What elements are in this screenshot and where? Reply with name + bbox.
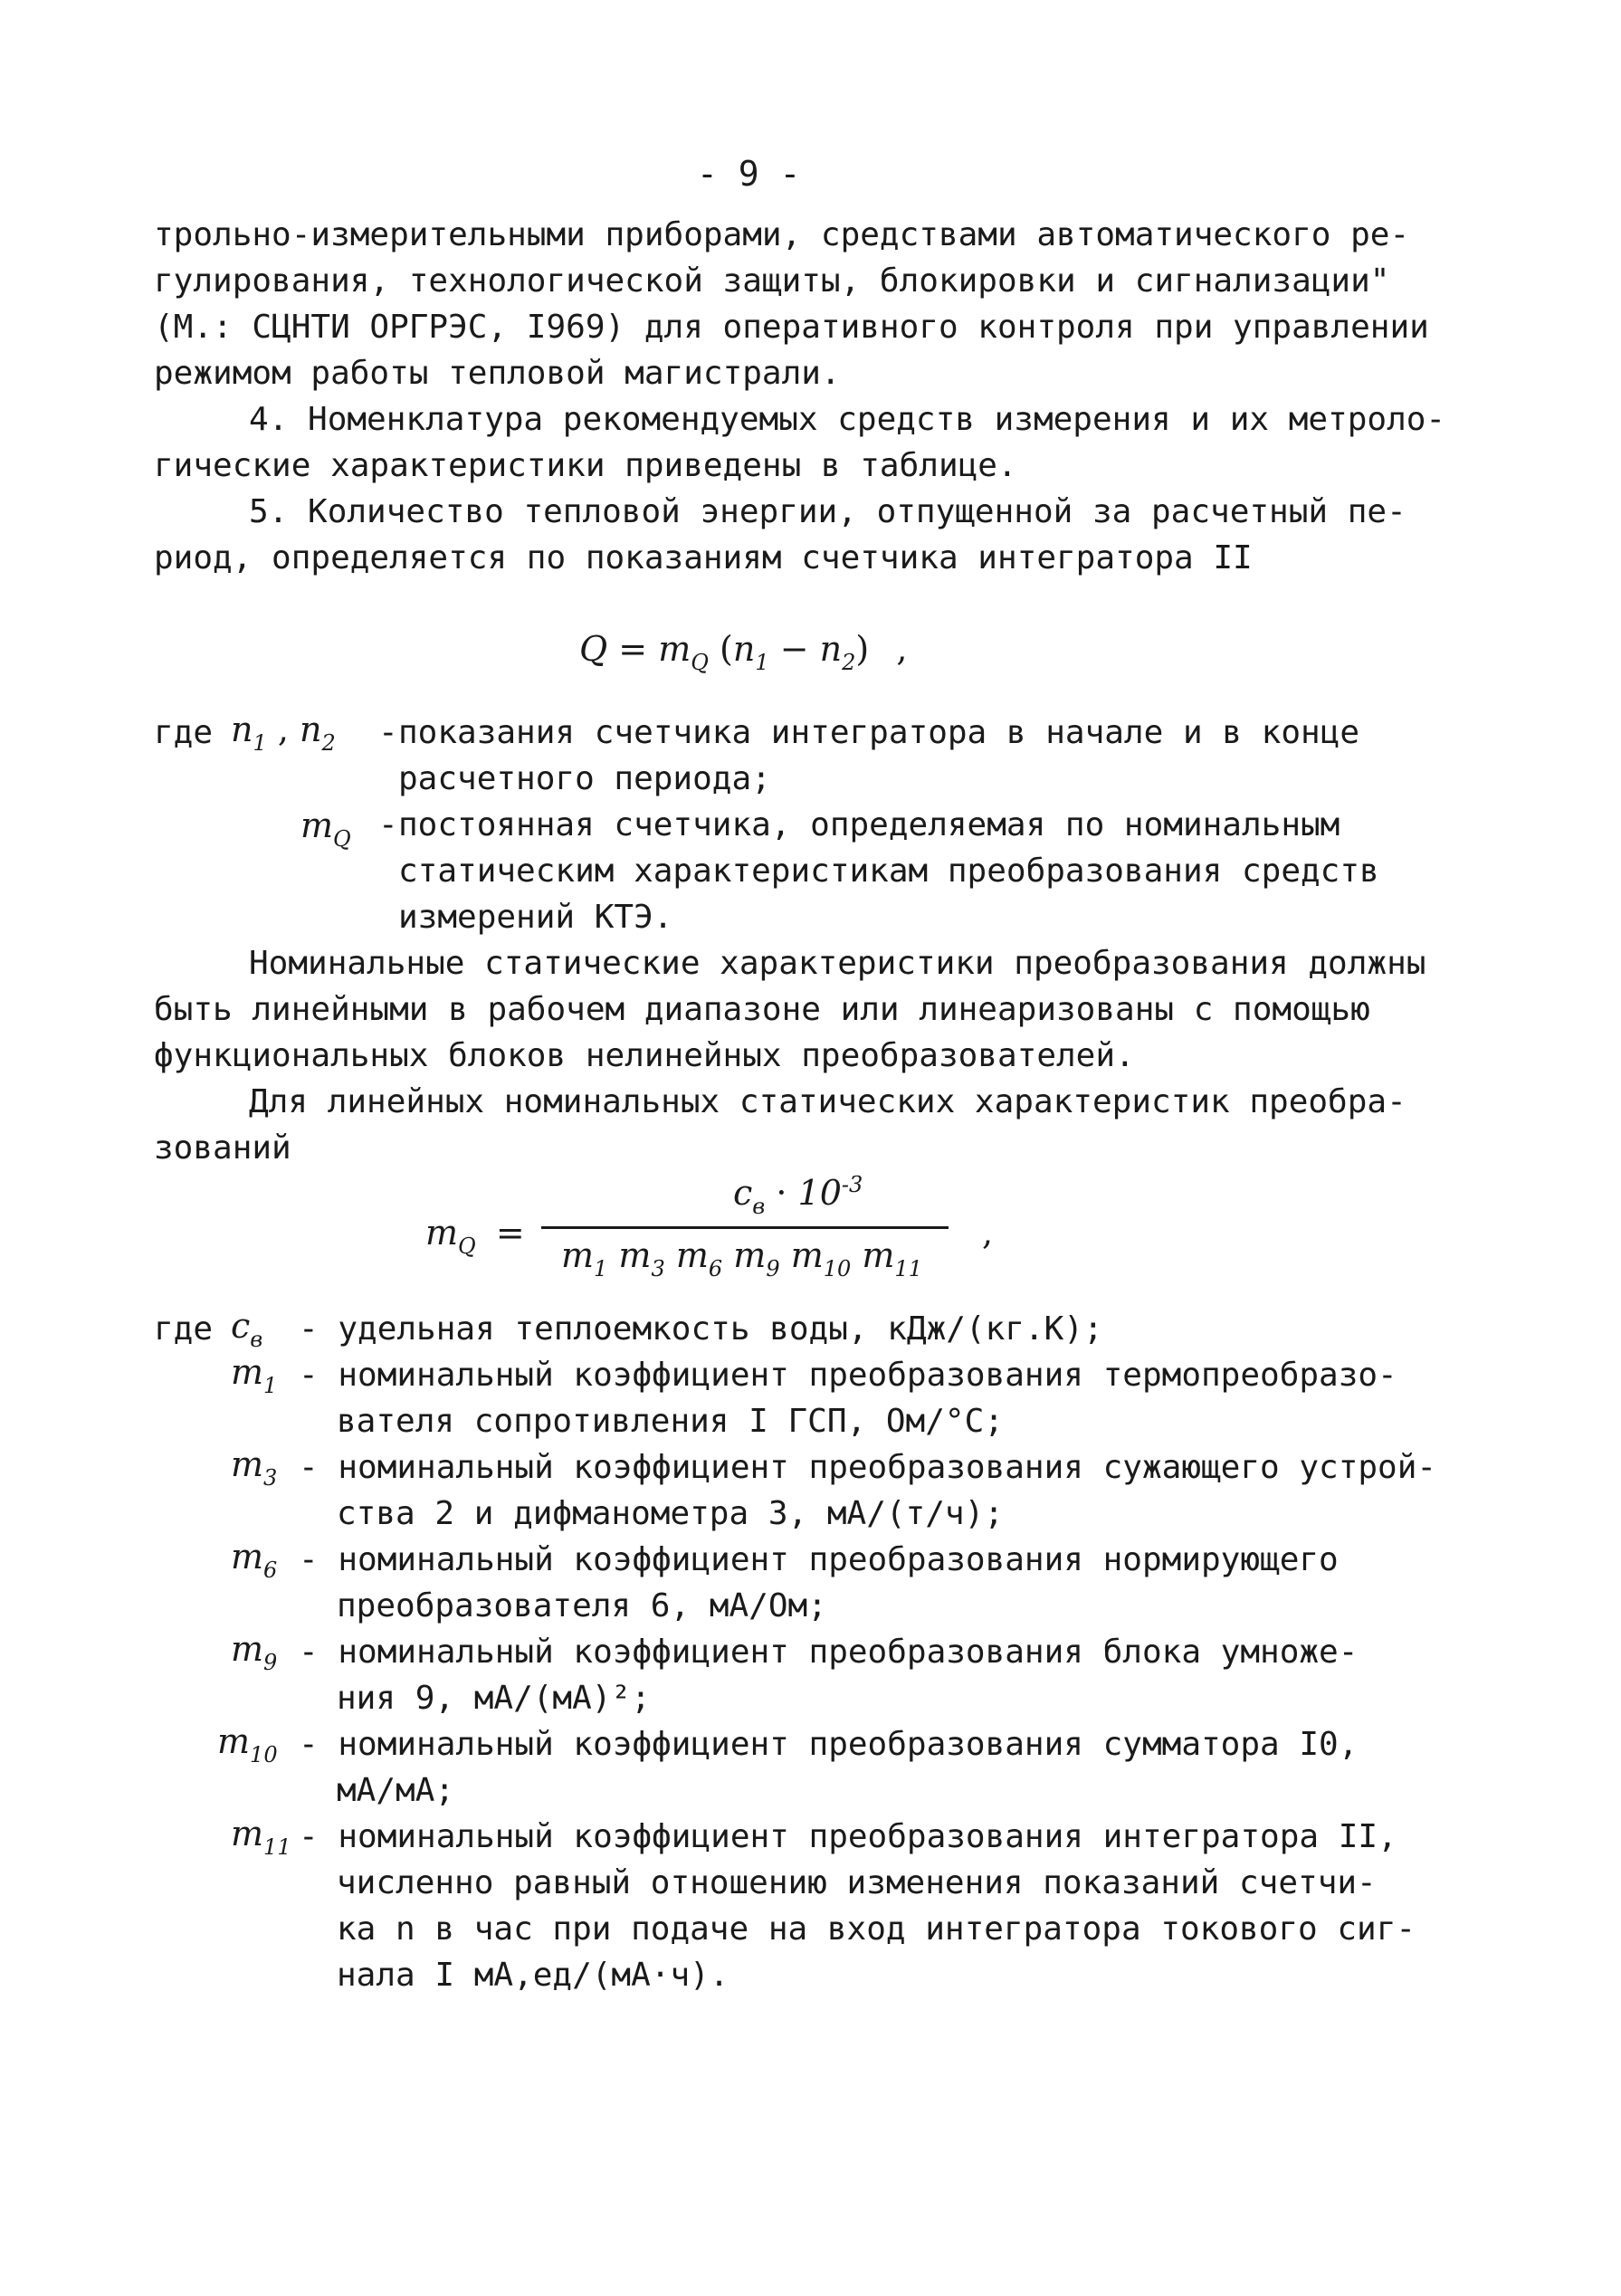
symbol-m1: $m_1$ xyxy=(231,1352,278,1398)
item4-line-2: гические характеристики приведены в таблице. xyxy=(154,447,1017,484)
formula-heat-quantity: $Q = m_Q$ $(n_1 - n_2)$ , xyxy=(579,629,908,675)
para1-line-1: трольно-измерительными приборами, средствами автоматического ре- xyxy=(154,216,1410,253)
def-m6-line-2: преобразователя 6, мА/Ом; xyxy=(337,1587,827,1624)
formula2-numerator: $c_в \cdot 10^{-3}$ xyxy=(733,1172,863,1219)
def-n1n2-line-2: расчетного периода; xyxy=(398,760,771,797)
symbol-m3: $m_3$ xyxy=(231,1444,278,1491)
where-label-2: где xyxy=(154,1310,214,1348)
where-label-1: где xyxy=(154,714,214,751)
formula2-lhs: $m_Q$ = xyxy=(425,1213,525,1259)
item4-line-1: 4. Номенклатура рекомендуемых средств измерения и их метроло- xyxy=(249,401,1446,438)
item5-line-2: риод, определяется по показаниям счетчика интегратора II xyxy=(154,539,1253,576)
document-page: - 9 - трольно-измерительными приборами, средствами автоматического ре- гулирования, технологической защиты, блокировки и сигнализации" (М.: СЦНТИ ОРГРЭС, I969) для оперативного контроля при управлении режимом работы тепловой магистрали. 4. Номенклатура рекомендуемых средств измерения и их метроло- гические характеристики приведены в таблице. 5. Количество тепловой энергии, отпущенной за расчетный пе- риод, определяется по показаниям счетчика интегратора II $Q = m_Q$ $(n_1 - n_2)$ , где $n_1$ , $n_2$ - показания счетчика интегратора в начале и в конце расчетного периода; $m_Q$ - постоянная счетчика, определяемая по номинальным статическим характеристикам преобразования средств измерений КТЭ. Номинальные статические характеристики преобразования должны быть линейными в рабочем диапазоне или линеаризованы с помощью функциональных блоков нелинейных преобразователей. Для линейных номинальных статических характеристик преобра- зований $m_Q$ = $c_в \cdot 10^{-3}$ $m_1$ $m_3$ $m_6$ $m_9$ $m_{10}$ $m_{11}$ , где $c_в$ - удельная теплоемкость воды, кДж/(кг.К); $m_1$ - номинальный коэффициент преобразования термопреобразо- вателя сопротивления I ГСП, Ом/°С; $m_3$ - номинальный коэффициент преобразования сужающего устрой- ства 2 и дифманометра 3, мА/(т/ч); $m_6$ - номинальный коэффициент преобразования нормирующего преобразователя 6, мА/Ом; $m_9$ - номинальный коэффициент преобразования блока умноже- ния 9, мА/(мА)²; $m_{10}$ - номинальный коэффициент преобразования сумматора I0, мА/мА; $m_{11}$ - номинальный коэффициент преобразования интегратора II, численно равный отношению изменения показаний счетчи- ка n в час при подаче на вход интегратора токового сиг- нала I мА,ед/(мА·ч). xyxy=(0,0,1621,2296)
symbol-m9: $m_9$ xyxy=(231,1629,278,1675)
def-m11-line-1: - номинальный коэффициент преобразования интегратора II, xyxy=(299,1818,1397,1855)
para2-line-3: функциональных блоков нелинейных преобразователей. xyxy=(154,1037,1135,1074)
def-cv-line-1: - удельная теплоемкость воды, кДж/(кг.К); xyxy=(299,1310,1103,1348)
def-m11-line-2: численно равный отношению изменения показаний счетчи- xyxy=(337,1864,1377,1901)
def-m3-line-1: - номинальный коэффициент преобразования сужающего устрой- xyxy=(299,1449,1437,1486)
para2-line-2: быть линейными в рабочем диапазоне или линеаризованы с помощью xyxy=(154,991,1370,1028)
symbol-m6: $m_6$ xyxy=(231,1537,278,1583)
symbol-m11: $m_{11}$ xyxy=(231,1814,291,1860)
para1-line-4: режимом работы тепловой магистрали. xyxy=(154,355,841,392)
page-number: - 9 - xyxy=(697,154,801,194)
formula2-comma: , xyxy=(982,1213,994,1253)
def-m10-line-2: мА/мА; xyxy=(337,1772,455,1809)
def-m9-line-1: - номинальный коэффициент преобразования блока умноже- xyxy=(299,1634,1359,1671)
def-m11-line-4: нала I мА,ед/(мА·ч). xyxy=(337,1957,729,1994)
def-m1-line-2: вателя сопротивления I ГСП, Ом/°С; xyxy=(337,1403,1004,1440)
fraction-bar xyxy=(541,1226,949,1229)
item5-line-1: 5. Количество тепловой энергии, отпущенной за расчетный пе- xyxy=(249,493,1406,530)
def-m11-line-3: ка n в час при подаче на вход интегратора токового сиг- xyxy=(337,1910,1416,1948)
def-n1n2-line-1: показания счетчика интегратора в начале и в конце xyxy=(398,714,1360,751)
def-m10-line-1: - номинальный коэффициент преобразования сумматора I0, xyxy=(299,1726,1359,1763)
def-m6-line-1: - номинальный коэффициент преобразования нормирующего xyxy=(299,1541,1339,1578)
formula1-lhs: Q xyxy=(579,629,608,669)
para3-line-1: Для линейных номинальных статических характеристик преобра- xyxy=(249,1083,1406,1120)
def-mQ-line-1: постоянная счетчика, определяемая по номинальным xyxy=(398,806,1340,843)
def-mQ-line-3: измерений КТЭ. xyxy=(398,899,673,936)
para2-line-1: Номинальные статические характеристики преобразования должны xyxy=(249,945,1426,982)
def-m1-line-1: - номинальный коэффициент преобразования термопреобразо- xyxy=(299,1357,1397,1394)
formula2-denominator: $m_1$ $m_3$ $m_6$ $m_9$ $m_{10}$ $m_{11}$ xyxy=(561,1235,922,1281)
def-m3-line-2: ства 2 и дифманометра 3, мА/(т/ч); xyxy=(337,1495,1004,1532)
symbol-m10: $m_{10}$ xyxy=(217,1721,278,1767)
para3-line-2: зований xyxy=(154,1129,291,1167)
symbol-mQ: $m_Q$ xyxy=(300,805,351,852)
symbol-n1-n2: $n_1$ , $n_2$ xyxy=(231,710,336,756)
def-mQ-line-2: статическим характеристикам преобразования средств xyxy=(398,853,1379,890)
symbol-cv: $c_в$ xyxy=(231,1306,263,1352)
para1-line-2: гулирования, технологической защиты, блокировки и сигнализации" xyxy=(154,262,1390,300)
para1-line-3: (М.: СЦНТИ ОРГРЭС, I969) для оперативного контроля при управлении xyxy=(154,309,1429,346)
def-m9-line-2: ния 9, мА/(мА)²; xyxy=(337,1680,651,1717)
